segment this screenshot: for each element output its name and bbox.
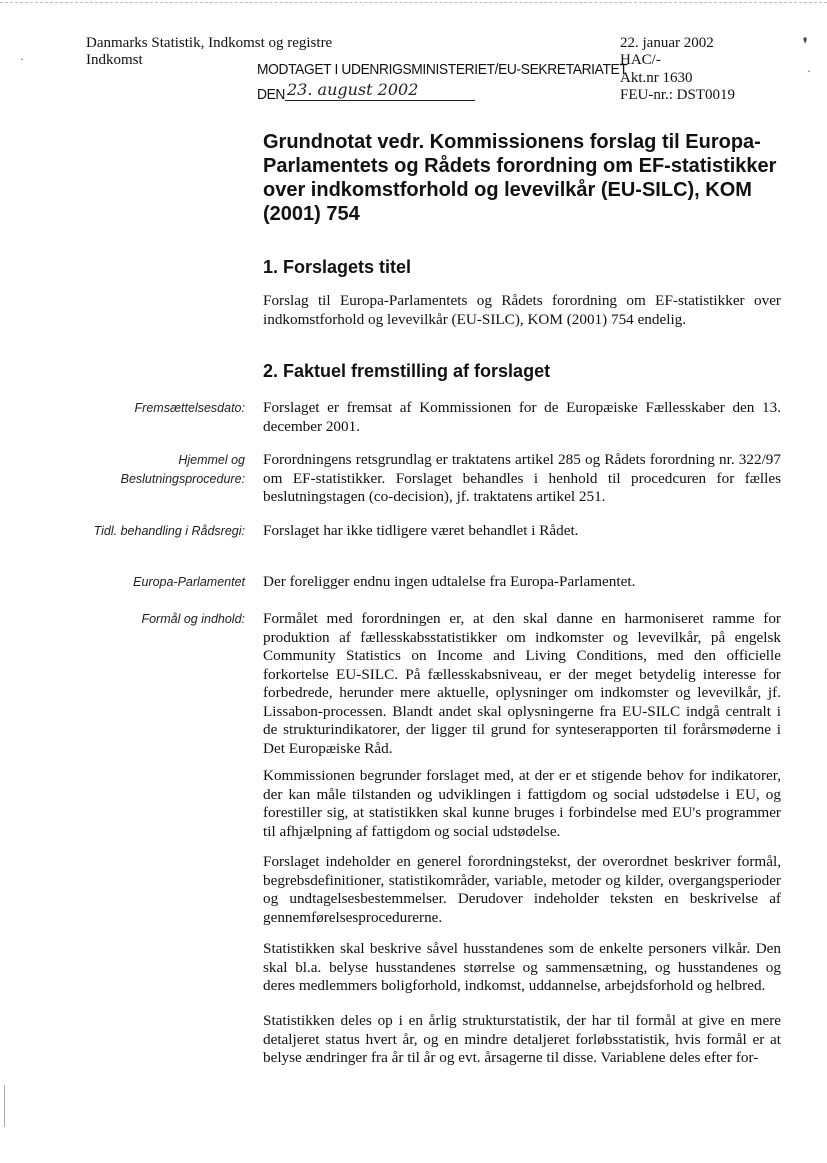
paragraph-justification: Kommissionen begrunder forslaget med, at der er et stigende behov for indikatorer, der kan måle tilstanden og udviklingen i fattigdom og social udstødelse i EU, og forestiller sig, at statistikken skal kunne bruges i forbindelse med EU's programmer til afhjælpning af fattigdom og social udstødelse. bbox=[263, 767, 781, 840]
org-line-2: Indkomst bbox=[86, 52, 143, 68]
text-european-parliament: Der foreligger endnu ingen udtalelse fra Europa-Parlamentet. bbox=[263, 573, 636, 590]
text-submission-date: Forslaget er fremsat af Kommissionen for de Europæiske Fællesskaber den 13. december 2001. bbox=[263, 399, 781, 435]
paragraph-structure: Statistikken deles op i en årlig strukturstatistik, der har til formål at give en mere detaljeret status hvert år, og en mindre detaljeret forløbsstatistik, hvis formål er at belyse ændringer fra år til år og evt. årsagerne til disse. Variablene deles efter for- bbox=[263, 1012, 781, 1066]
label-legal-basis-text: Hjemmel og Beslutningsprocedure: bbox=[120, 453, 245, 486]
scan-dot: · bbox=[20, 52, 24, 66]
scan-edge-line bbox=[4, 1085, 5, 1127]
stamp-handwritten-date: 23. august 2002 bbox=[287, 80, 419, 99]
document-date: 22. januar 2002 bbox=[620, 35, 714, 51]
reference-feu: FEU-nr.: DST0019 bbox=[620, 87, 736, 103]
stamp-date-line bbox=[285, 100, 475, 101]
label-legal-basis bbox=[70, 451, 245, 488]
text-legal-basis: Forordningens retsgrundlag er traktatens artikel 285 og Rådets forordning nr. 322/97 om EF-statistikker. Forslaget behandles i henhold til procedcuren for fælles beslutningstagen (co-decision), jf. traktatens artikel 251. bbox=[263, 451, 781, 505]
scan-dot: · bbox=[807, 64, 811, 78]
section-1-heading: 1. Forslagets titel bbox=[263, 257, 412, 277]
document-title: Grundnotat vedr. Kommissionens forslag til Europa-Parlamentets og Rådets forordning om EF-statistikker over indkomstforhold og levevilkår (EU-SILC), KOM (2001) 754 bbox=[263, 131, 777, 225]
paragraph-scope: Statistikken skal beskrive såvel husstandenes som de enkelte personers vilkår. Den skal bl.a. belyse husstandenes størrelse og sammensætning, og husstandenes og deres medlemmers boligforhold, indkomst, uddannelse, arbejdsforhold og helbred. bbox=[263, 940, 781, 994]
text-purpose: Formålet med forordningen er, at den skal danne en harmoniseret ramme for produktion af fællesskabsstatistikker om indkomster og levevilkår, på engelsk Community Statistics on Income and Living Conditions, med den officielle forkortelse EU-SILC. På fællesskabsniveau, er der meget betydelig interesse for forbedrede, herunder mere aktuelle, oplysninger om indkomster og levevilkår, jf. Lissabon-processen. Blandt andet skal oplysningerne fra EU-SILC indgå centralt i de strukturindikatorer, der ligger til grund for synteserapporten til forårsmøderne i Det Europæiske Råd. bbox=[263, 610, 781, 757]
stamp-prefix: DEN bbox=[257, 86, 286, 103]
reference-hac: HAC/- bbox=[620, 52, 661, 68]
org-line-1: Danmarks Statistik, Indkomst og registre bbox=[86, 35, 333, 51]
label-european-parliament: Europa-Parlamentet bbox=[133, 575, 245, 589]
paragraph-content: Forslaget indeholder en generel forordningstekst, der overordnet beskriver formål, begrebsdefinitioner, statistikområder, variable, metoder og kilder, overgangsperioder og undtagelsesbestemmelser. Derudover indeholder teksten en beskrivelse af gennemførelsesprocedurerne. bbox=[263, 853, 781, 926]
label-submission-date: Fremsættelsesdato: bbox=[134, 401, 245, 415]
section-2-heading: 2. Faktuel fremstilling af forslaget bbox=[263, 361, 551, 381]
reference-akt: Akt.nr 1630 bbox=[620, 70, 693, 86]
label-previous-treatment: Tidl. behandling i Rådsregi: bbox=[93, 524, 245, 538]
section-1-text: Forslag til Europa-Parlamentets og Rådets forordning om EF-statistikker over indkomstforhold og levevilkår (EU-SILC), KOM (2001) 754 endelig. bbox=[263, 292, 781, 328]
label-purpose: Formål og indhold: bbox=[141, 612, 245, 626]
received-stamp: MODTAGET I UDENRIGSMINISTERIET/EU-SEKRETARIATET bbox=[257, 61, 628, 78]
scan-top-edge bbox=[0, 2, 827, 3]
text-previous-treatment: Forslaget har ikke tidligere været behandlet i Rådet. bbox=[263, 522, 579, 539]
scan-mark: ❜ bbox=[803, 37, 808, 52]
